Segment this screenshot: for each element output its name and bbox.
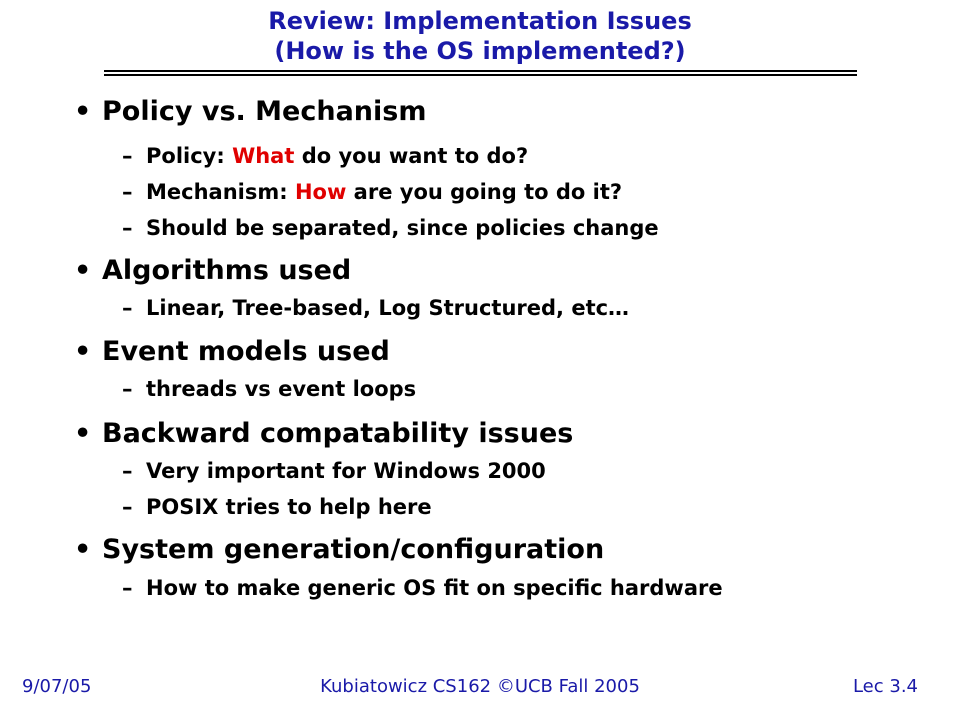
sub-bullet-text: Very important for Windows 2000 (146, 459, 546, 483)
sub-bullet-text: Linear, Tree-based, Log Structured, etc… (146, 296, 630, 320)
bullet-glyph: • (74, 336, 92, 367)
sub-bullet-text: threads vs event loops (146, 377, 417, 401)
dash-glyph: – (122, 495, 133, 519)
footer-date: 9/07/05 (22, 676, 92, 697)
dash-glyph: – (122, 216, 133, 240)
sub-bullet-text: How to make generic OS fit on specific hardware (146, 576, 723, 600)
dash-glyph: – (122, 377, 133, 401)
sub-bullet-text: Should be separated, since policies change (146, 216, 659, 240)
sub-bullet-item (122, 180, 622, 204)
sub-bullet-item (122, 377, 416, 401)
title-line-1: Review: Implementation Issues (268, 7, 692, 35)
bullet-item (74, 418, 573, 449)
sub-bullet-text: Policy: (146, 144, 233, 168)
bullet-item (74, 255, 351, 286)
sub-bullet-text: are you going to do it? (346, 180, 623, 204)
bullet-glyph: • (74, 96, 92, 127)
bullet-text: Event models used (102, 336, 390, 367)
sub-bullet-item (122, 495, 432, 519)
footer-lecture: Lec 3.4 (852, 676, 918, 697)
bullet-glyph: • (74, 255, 92, 286)
sub-bullet-item (122, 459, 546, 483)
title-line-2: (How is the OS implemented?) (274, 37, 686, 65)
sub-bullet-item (122, 144, 528, 168)
sub-bullet-text: POSIX tries to help here (146, 495, 432, 519)
bullet-item (74, 336, 390, 367)
dash-glyph: – (122, 180, 133, 204)
dash-glyph: – (122, 296, 133, 320)
slide-title (0, 6, 960, 66)
title-rule-bottom (104, 74, 857, 76)
sub-bullet-text: Mechanism: (146, 180, 295, 204)
sub-bullet-item (122, 576, 723, 600)
bullet-text: Policy vs. Mechanism (102, 96, 427, 127)
bullet-text: Backward compatability issues (102, 418, 574, 449)
highlight-word: How (294, 180, 347, 204)
dash-glyph: – (122, 576, 133, 600)
sub-bullet-item (122, 296, 629, 320)
highlight-word: What (232, 144, 295, 168)
bullet-glyph: • (74, 418, 92, 449)
sub-bullet-text: do you want to do? (294, 144, 529, 168)
footer-course: Kubiatowicz CS162 ©UCB Fall 2005 (320, 676, 640, 697)
sub-bullet-item (122, 216, 659, 240)
bullet-glyph: • (74, 534, 92, 565)
title-rule-top (104, 70, 857, 72)
bullet-text: System generation/configuration (102, 534, 605, 565)
dash-glyph: – (122, 459, 133, 483)
bullet-item (74, 96, 427, 127)
bullet-item (74, 534, 604, 565)
dash-glyph: – (122, 144, 133, 168)
bullet-text: Algorithms used (102, 255, 352, 286)
